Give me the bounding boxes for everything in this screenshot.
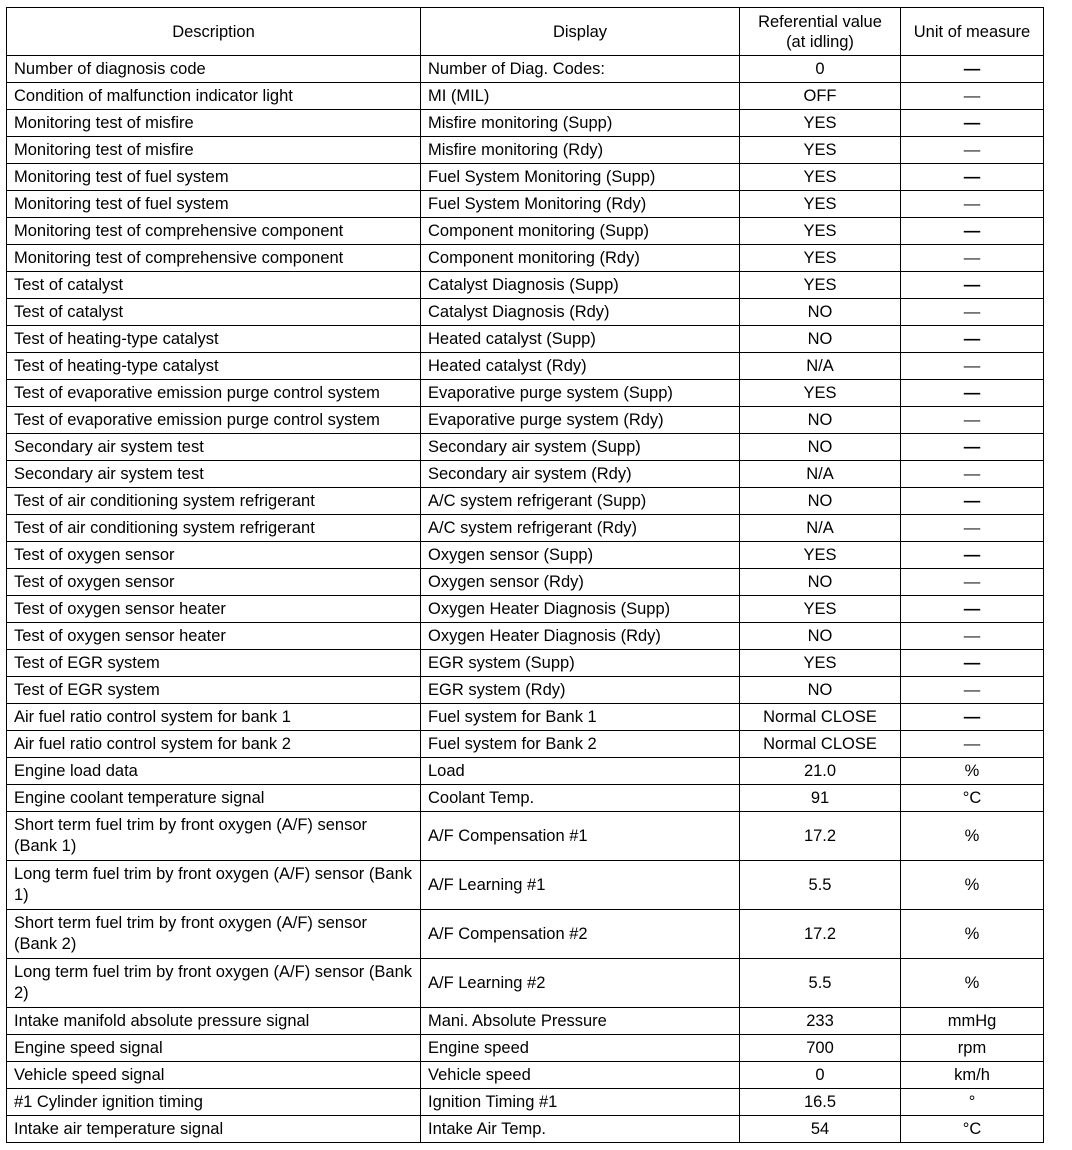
cell-referential-value: 0 (740, 1062, 901, 1089)
cell-display: Secondary air system (Rdy) (421, 461, 740, 488)
cell-display: A/F Learning #1 (421, 861, 740, 910)
cell-description: Test of evaporative emission purge control system (7, 380, 421, 407)
unit-text: — (963, 330, 981, 348)
unit-text: — (963, 600, 981, 618)
cell-display: Mani. Absolute Pressure (421, 1008, 740, 1035)
unit-text: — (963, 573, 981, 591)
cell-description: Intake manifold absolute pressure signal (7, 1008, 421, 1035)
cell-description: Long term fuel trim by front oxygen (A/F) sensor (Bank 1) (7, 861, 421, 910)
cell-display: Heated catalyst (Supp) (421, 326, 740, 353)
unit-text: °C (962, 1120, 982, 1138)
cell-description: Condition of malfunction indicator light (7, 83, 421, 110)
cell-referential-value: YES (740, 596, 901, 623)
cell-referential-value: NO (740, 569, 901, 596)
table-row (7, 677, 1044, 704)
table-row (7, 245, 1044, 272)
table-row (7, 407, 1044, 434)
cell-unit (901, 812, 1044, 861)
unit-text: — (963, 222, 981, 240)
cell-referential-value: NO (740, 488, 901, 515)
cell-unit (901, 758, 1044, 785)
cell-referential-value: NO (740, 299, 901, 326)
cell-display: Fuel System Monitoring (Supp) (421, 164, 740, 191)
cell-display: EGR system (Rdy) (421, 677, 740, 704)
cell-unit (901, 56, 1044, 83)
cell-unit (901, 245, 1044, 272)
cell-description: Test of oxygen sensor (7, 569, 421, 596)
cell-referential-value: NO (740, 623, 901, 650)
cell-referential-value: NO (740, 434, 901, 461)
header-value-line2: (at idling) (786, 32, 854, 51)
cell-unit (901, 959, 1044, 1008)
unit-text: — (963, 438, 981, 456)
cell-referential-value: YES (740, 380, 901, 407)
cell-display: Intake Air Temp. (421, 1116, 740, 1143)
table-row (7, 56, 1044, 83)
cell-description: Test of oxygen sensor (7, 542, 421, 569)
table-row (7, 83, 1044, 110)
cell-display: A/F Compensation #2 (421, 910, 740, 959)
cell-unit (901, 596, 1044, 623)
cell-referential-value: YES (740, 110, 901, 137)
table-row (7, 434, 1044, 461)
header-unit: Unit of measure (901, 8, 1044, 56)
unit-text: — (963, 303, 981, 321)
cell-referential-value: YES (740, 218, 901, 245)
cell-unit (901, 1008, 1044, 1035)
cell-description: Engine speed signal (7, 1035, 421, 1062)
cell-unit (901, 623, 1044, 650)
table-row (7, 861, 1044, 910)
table-row (7, 110, 1044, 137)
cell-description: Monitoring test of misfire (7, 110, 421, 137)
cell-referential-value: 700 (740, 1035, 901, 1062)
cell-display: A/C system refrigerant (Rdy) (421, 515, 740, 542)
cell-display: MI (MIL) (421, 83, 740, 110)
cell-display: Oxygen Heater Diagnosis (Rdy) (421, 623, 740, 650)
cell-description: Secondary air system test (7, 461, 421, 488)
cell-unit (901, 569, 1044, 596)
cell-referential-value: YES (740, 650, 901, 677)
cell-description: Air fuel ratio control system for bank 1 (7, 704, 421, 731)
unit-text: — (963, 708, 981, 726)
table-row (7, 623, 1044, 650)
cell-description: Long term fuel trim by front oxygen (A/F) sensor (Bank 2) (7, 959, 421, 1008)
cell-description: Air fuel ratio control system for bank 2 (7, 731, 421, 758)
cell-display: Vehicle speed (421, 1062, 740, 1089)
cell-unit (901, 218, 1044, 245)
cell-referential-value: 91 (740, 785, 901, 812)
unit-text: — (963, 465, 981, 483)
table-row (7, 272, 1044, 299)
unit-text: — (963, 141, 981, 159)
cell-referential-value: N/A (740, 515, 901, 542)
cell-unit (901, 461, 1044, 488)
unit-text: — (963, 735, 981, 753)
cell-description: #1 Cylinder ignition timing (7, 1089, 421, 1116)
cell-referential-value: 5.5 (740, 861, 901, 910)
cell-description: Test of heating-type catalyst (7, 326, 421, 353)
cell-description: Test of catalyst (7, 272, 421, 299)
cell-description: Short term fuel trim by front oxygen (A/F) sensor (Bank 2) (7, 910, 421, 959)
cell-description: Intake air temperature signal (7, 1116, 421, 1143)
cell-unit (901, 1116, 1044, 1143)
cell-display: A/F Learning #2 (421, 959, 740, 1008)
cell-display: Load (421, 758, 740, 785)
table-row (7, 299, 1044, 326)
unit-text: — (963, 411, 981, 429)
table-row (7, 569, 1044, 596)
cell-unit (901, 434, 1044, 461)
cell-referential-value: Normal CLOSE (740, 704, 901, 731)
cell-unit (901, 650, 1044, 677)
unit-text: — (963, 384, 981, 402)
cell-unit (901, 1089, 1044, 1116)
cell-description: Test of catalyst (7, 299, 421, 326)
unit-text: km/h (954, 1066, 990, 1084)
cell-description: Test of evaporative emission purge control system (7, 407, 421, 434)
cell-referential-value: Normal CLOSE (740, 731, 901, 758)
unit-text: — (963, 681, 981, 699)
table-row (7, 785, 1044, 812)
table-row (7, 1062, 1044, 1089)
cell-display: Evaporative purge system (Supp) (421, 380, 740, 407)
unit-text: % (964, 827, 980, 845)
cell-display: Fuel system for Bank 1 (421, 704, 740, 731)
cell-description: Short term fuel trim by front oxygen (A/F) sensor (Bank 1) (7, 812, 421, 861)
unit-text: — (963, 627, 981, 645)
cell-description: Monitoring test of misfire (7, 137, 421, 164)
header-referential-value (740, 8, 901, 56)
cell-referential-value: YES (740, 164, 901, 191)
cell-description: Test of oxygen sensor heater (7, 623, 421, 650)
cell-unit (901, 542, 1044, 569)
table-row (7, 164, 1044, 191)
table-row (7, 515, 1044, 542)
cell-description: Test of air conditioning system refrigerant (7, 488, 421, 515)
cell-referential-value: YES (740, 542, 901, 569)
unit-text: mmHg (947, 1012, 997, 1030)
table-row (7, 910, 1044, 959)
cell-display: Secondary air system (Supp) (421, 434, 740, 461)
cell-unit (901, 380, 1044, 407)
cell-unit (901, 910, 1044, 959)
cell-description: Test of EGR system (7, 677, 421, 704)
cell-display: Heated catalyst (Rdy) (421, 353, 740, 380)
cell-referential-value: YES (740, 272, 901, 299)
table-row (7, 380, 1044, 407)
table-row (7, 1116, 1044, 1143)
cell-referential-value: 21.0 (740, 758, 901, 785)
unit-text: % (964, 762, 980, 780)
table-row (7, 191, 1044, 218)
unit-text: — (963, 276, 981, 294)
unit-text: — (963, 60, 981, 78)
cell-referential-value: YES (740, 191, 901, 218)
cell-description: Number of diagnosis code (7, 56, 421, 83)
unit-text: rpm (957, 1039, 987, 1057)
cell-display: A/C system refrigerant (Supp) (421, 488, 740, 515)
cell-display: Fuel system for Bank 2 (421, 731, 740, 758)
cell-display: EGR system (Supp) (421, 650, 740, 677)
table-row (7, 542, 1044, 569)
cell-description: Monitoring test of comprehensive component (7, 218, 421, 245)
table-row (7, 650, 1044, 677)
cell-unit (901, 191, 1044, 218)
table-row (7, 758, 1044, 785)
cell-referential-value: 16.5 (740, 1089, 901, 1116)
cell-description: Vehicle speed signal (7, 1062, 421, 1089)
cell-display: Misfire monitoring (Supp) (421, 110, 740, 137)
table-header (7, 8, 1044, 56)
header-row (7, 8, 1044, 56)
unit-text: % (964, 876, 980, 894)
unit-text: — (963, 168, 981, 186)
cell-unit (901, 1035, 1044, 1062)
cell-unit (901, 407, 1044, 434)
cell-unit (901, 515, 1044, 542)
cell-unit (901, 731, 1044, 758)
table-row (7, 461, 1044, 488)
cell-referential-value: 17.2 (740, 812, 901, 861)
header-display: Display (421, 8, 740, 56)
cell-referential-value: N/A (740, 461, 901, 488)
cell-display: Catalyst Diagnosis (Supp) (421, 272, 740, 299)
cell-display: Component monitoring (Supp) (421, 218, 740, 245)
unit-text: — (963, 249, 981, 267)
unit-text: — (963, 114, 981, 132)
table-row (7, 1035, 1044, 1062)
cell-description: Monitoring test of fuel system (7, 191, 421, 218)
cell-referential-value: NO (740, 677, 901, 704)
cell-display: Oxygen Heater Diagnosis (Supp) (421, 596, 740, 623)
unit-text: — (963, 546, 981, 564)
cell-display: Evaporative purge system (Rdy) (421, 407, 740, 434)
table-row (7, 353, 1044, 380)
cell-display: Engine speed (421, 1035, 740, 1062)
unit-text: — (963, 519, 981, 537)
unit-text: — (963, 87, 981, 105)
cell-referential-value: NO (740, 326, 901, 353)
cell-referential-value: 0 (740, 56, 901, 83)
cell-unit (901, 137, 1044, 164)
cell-referential-value: N/A (740, 353, 901, 380)
header-description: Description (7, 8, 421, 56)
cell-description: Test of heating-type catalyst (7, 353, 421, 380)
cell-unit (901, 353, 1044, 380)
cell-referential-value: 17.2 (740, 910, 901, 959)
cell-unit (901, 677, 1044, 704)
cell-referential-value: NO (740, 407, 901, 434)
cell-display: Ignition Timing #1 (421, 1089, 740, 1116)
cell-referential-value: OFF (740, 83, 901, 110)
unit-text: — (963, 492, 981, 510)
table-row (7, 731, 1044, 758)
table-row (7, 137, 1044, 164)
cell-display: Coolant Temp. (421, 785, 740, 812)
cell-display: Oxygen sensor (Rdy) (421, 569, 740, 596)
table-row (7, 959, 1044, 1008)
cell-referential-value: 5.5 (740, 959, 901, 1008)
table-row (7, 488, 1044, 515)
cell-unit (901, 785, 1044, 812)
cell-description: Engine load data (7, 758, 421, 785)
cell-unit (901, 488, 1044, 515)
cell-referential-value: 233 (740, 1008, 901, 1035)
unit-text: % (964, 925, 980, 943)
table-row (7, 596, 1044, 623)
table-row (7, 812, 1044, 861)
unit-text: — (963, 357, 981, 375)
cell-unit (901, 861, 1044, 910)
cell-unit (901, 110, 1044, 137)
cell-unit (901, 83, 1044, 110)
unit-text: — (963, 654, 981, 672)
table-body (7, 56, 1044, 1143)
cell-display: Number of Diag. Codes: (421, 56, 740, 83)
table-row (7, 326, 1044, 353)
unit-text: % (964, 974, 980, 992)
table-row (7, 1089, 1044, 1116)
cell-description: Test of EGR system (7, 650, 421, 677)
cell-display: Fuel System Monitoring (Rdy) (421, 191, 740, 218)
cell-display: Component monitoring (Rdy) (421, 245, 740, 272)
unit-text: — (963, 195, 981, 213)
cell-unit (901, 164, 1044, 191)
cell-description: Engine coolant temperature signal (7, 785, 421, 812)
cell-description: Monitoring test of comprehensive component (7, 245, 421, 272)
table-row (7, 704, 1044, 731)
cell-referential-value: YES (740, 137, 901, 164)
diagnostic-data-table (6, 7, 1044, 1143)
cell-referential-value: 54 (740, 1116, 901, 1143)
cell-unit (901, 1062, 1044, 1089)
cell-display: Misfire monitoring (Rdy) (421, 137, 740, 164)
unit-text: °C (962, 789, 982, 807)
cell-unit (901, 272, 1044, 299)
cell-referential-value: YES (740, 245, 901, 272)
header-value-line1: Referential value (758, 12, 882, 31)
cell-display: Catalyst Diagnosis (Rdy) (421, 299, 740, 326)
table-row (7, 218, 1044, 245)
unit-text: ° (968, 1093, 976, 1111)
cell-display: A/F Compensation #1 (421, 812, 740, 861)
cell-description: Test of oxygen sensor heater (7, 596, 421, 623)
cell-unit (901, 299, 1044, 326)
cell-display: Oxygen sensor (Supp) (421, 542, 740, 569)
cell-unit (901, 326, 1044, 353)
cell-description: Monitoring test of fuel system (7, 164, 421, 191)
table-row (7, 1008, 1044, 1035)
cell-description: Test of air conditioning system refrigerant (7, 515, 421, 542)
cell-unit (901, 704, 1044, 731)
cell-description: Secondary air system test (7, 434, 421, 461)
